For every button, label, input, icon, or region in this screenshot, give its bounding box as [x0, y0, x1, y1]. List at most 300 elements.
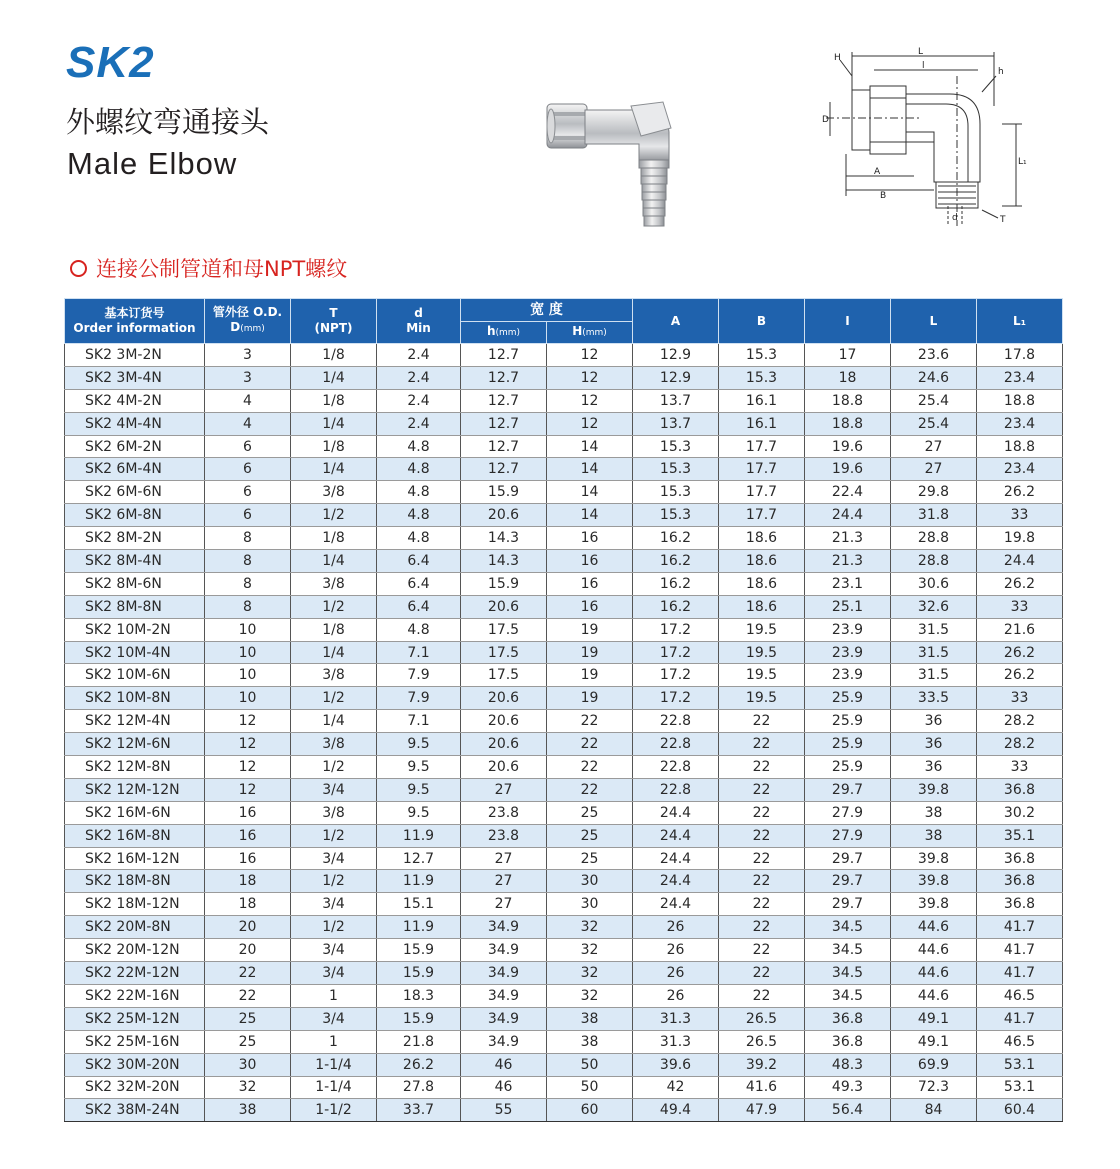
table-row: [65, 687, 1063, 710]
order-code-cell: SK2 6M-4N: [65, 458, 205, 481]
table-cell: 26: [633, 939, 719, 962]
table-cell: 46: [461, 1053, 547, 1076]
order-code-cell: SK2 3M-4N: [65, 366, 205, 389]
table-cell: 8: [205, 572, 291, 595]
table-cell: 39.2: [719, 1053, 805, 1076]
table-cell: 22: [719, 870, 805, 893]
table-cell: 12.7: [377, 847, 461, 870]
table-cell: 34.9: [461, 939, 547, 962]
table-cell: 6: [205, 435, 291, 458]
table-cell: 60: [547, 1099, 633, 1122]
table-cell: 1-1/4: [291, 1053, 377, 1076]
table-cell: 20.6: [461, 687, 547, 710]
table-cell: 22: [205, 962, 291, 985]
table-cell: 3/8: [291, 801, 377, 824]
table-cell: 23.4: [977, 458, 1063, 481]
table-cell: 4.8: [377, 618, 461, 641]
table-cell: 32.6: [891, 595, 977, 618]
table-cell: 27: [461, 893, 547, 916]
table-cell: 1/2: [291, 916, 377, 939]
table-cell: 33.5: [891, 687, 977, 710]
table-cell: 18.6: [719, 550, 805, 573]
table-cell: 12: [547, 366, 633, 389]
table-cell: 24.4: [633, 870, 719, 893]
order-code-cell: SK2 10M-4N: [65, 641, 205, 664]
header-width-group: 宽 度: [461, 299, 633, 322]
drawing-label-d: d: [952, 213, 958, 223]
table-cell: 1/4: [291, 366, 377, 389]
table-cell: 2.4: [377, 366, 461, 389]
table-cell: 6: [205, 481, 291, 504]
drawing-label-h: h: [998, 67, 1004, 77]
table-cell: 23.9: [805, 618, 891, 641]
table-cell: 18.6: [719, 595, 805, 618]
table-cell: 20.6: [461, 595, 547, 618]
table-cell: 23.9: [805, 641, 891, 664]
header-od: [205, 299, 291, 344]
table-cell: 30.6: [891, 572, 977, 595]
table-cell: 26.2: [977, 641, 1063, 664]
table-cell: 26: [633, 916, 719, 939]
table-cell: 8: [205, 550, 291, 573]
table-cell: 38: [891, 801, 977, 824]
header-order-information: [65, 299, 205, 344]
table-cell: 4.8: [377, 435, 461, 458]
order-code-cell: SK2 32M-20N: [65, 1076, 205, 1099]
table-cell: 22: [547, 756, 633, 779]
table-cell: 38: [547, 1030, 633, 1053]
header-H-main: H: [572, 324, 583, 338]
table-cell: 6.4: [377, 595, 461, 618]
table-cell: 15.9: [461, 481, 547, 504]
table-cell: 31.3: [633, 1007, 719, 1030]
table-cell: 26.5: [719, 1030, 805, 1053]
table-cell: 49.1: [891, 1007, 977, 1030]
table-cell: 26: [633, 962, 719, 985]
drawing-label-l: l: [922, 61, 925, 71]
table-cell: 36.8: [977, 847, 1063, 870]
table-cell: 31.3: [633, 1030, 719, 1053]
table-cell: 25: [547, 824, 633, 847]
table-cell: 14: [547, 504, 633, 527]
circle-bullet-icon: [70, 260, 87, 277]
table-cell: 15.1: [377, 893, 461, 916]
table-cell: 12.9: [633, 366, 719, 389]
table-cell: 16.2: [633, 550, 719, 573]
table-cell: 22.8: [633, 778, 719, 801]
specification-table-body: [65, 344, 1063, 1122]
table-cell: 23.9: [805, 664, 891, 687]
product-name-english: Male Elbow: [67, 146, 238, 181]
table-cell: 12: [205, 756, 291, 779]
table-cell: 53.1: [977, 1053, 1063, 1076]
table-cell: 19: [547, 641, 633, 664]
table-cell: 4: [205, 412, 291, 435]
table-cell: 1: [291, 984, 377, 1007]
table-cell: 25.9: [805, 710, 891, 733]
table-cell: 1/4: [291, 710, 377, 733]
table-cell: 34.9: [461, 1030, 547, 1053]
table-cell: 18: [205, 893, 291, 916]
table-cell: 49.4: [633, 1099, 719, 1122]
table-cell: 24.6: [891, 366, 977, 389]
drawing-label-B: B: [880, 191, 887, 201]
table-cell: 4.8: [377, 458, 461, 481]
table-row: [65, 366, 1063, 389]
header-od-unit-sub: (mm): [240, 324, 265, 334]
table-cell: 22: [719, 710, 805, 733]
order-code-cell: SK2 30M-20N: [65, 1053, 205, 1076]
table-cell: 20.6: [461, 756, 547, 779]
table-cell: 34.5: [805, 916, 891, 939]
table-cell: 22: [719, 824, 805, 847]
table-row: [65, 572, 1063, 595]
table-cell: 24.4: [633, 847, 719, 870]
table-cell: 16: [547, 527, 633, 550]
table-cell: 21.3: [805, 550, 891, 573]
table-cell: 22.8: [633, 710, 719, 733]
table-cell: 84: [891, 1099, 977, 1122]
table-cell: 4: [205, 389, 291, 412]
table-cell: 35.1: [977, 824, 1063, 847]
table-cell: 7.1: [377, 710, 461, 733]
table-cell: 1/8: [291, 618, 377, 641]
table-row: [65, 1007, 1063, 1030]
male-elbow-fitting-image: [545, 92, 695, 232]
table-cell: 26.2: [977, 481, 1063, 504]
table-cell: 1/2: [291, 824, 377, 847]
table-cell: 3/4: [291, 847, 377, 870]
table-row: [65, 1099, 1063, 1122]
table-cell: 3: [205, 366, 291, 389]
header-d-top: d: [414, 306, 423, 320]
table-cell: 22: [719, 939, 805, 962]
table-cell: 23.6: [891, 344, 977, 367]
table-cell: 1/4: [291, 550, 377, 573]
table-cell: 6: [205, 458, 291, 481]
table-cell: 36.8: [805, 1007, 891, 1030]
order-code-cell: SK2 6M-8N: [65, 504, 205, 527]
table-cell: 15.9: [377, 962, 461, 985]
table-cell: 22: [547, 710, 633, 733]
order-code-cell: SK2 6M-6N: [65, 481, 205, 504]
table-cell: 16.2: [633, 572, 719, 595]
table-cell: 22: [719, 801, 805, 824]
table-cell: 55: [461, 1099, 547, 1122]
table-cell: 25: [205, 1030, 291, 1053]
table-cell: 25.4: [891, 412, 977, 435]
table-cell: 31.5: [891, 641, 977, 664]
table-cell: 12: [547, 344, 633, 367]
table-row: [65, 733, 1063, 756]
table-cell: 22: [719, 984, 805, 1007]
header-d: [377, 299, 461, 344]
table-row: [65, 458, 1063, 481]
table-cell: 18.6: [719, 572, 805, 595]
table-row: [65, 870, 1063, 893]
table-cell: 7.1: [377, 641, 461, 664]
table-row: [65, 664, 1063, 687]
table-cell: 39.6: [633, 1053, 719, 1076]
table-cell: 17: [805, 344, 891, 367]
table-cell: 16.1: [719, 412, 805, 435]
table-cell: 19.6: [805, 435, 891, 458]
table-cell: 20.6: [461, 504, 547, 527]
table-cell: 22.8: [633, 733, 719, 756]
table-cell: 3/8: [291, 481, 377, 504]
table-cell: 12: [547, 412, 633, 435]
table-cell: 1-1/4: [291, 1076, 377, 1099]
table-cell: 34.9: [461, 962, 547, 985]
table-cell: 21.8: [377, 1030, 461, 1053]
table-cell: 13.7: [633, 389, 719, 412]
table-cell: 22: [719, 733, 805, 756]
table-cell: 20.6: [461, 733, 547, 756]
table-cell: 22: [719, 847, 805, 870]
table-row: [65, 550, 1063, 573]
header-d-bottom: Min: [406, 321, 431, 335]
order-code-cell: SK2 25M-16N: [65, 1030, 205, 1053]
header-H: [547, 322, 633, 344]
table-cell: 29.7: [805, 778, 891, 801]
table-cell: 7.9: [377, 664, 461, 687]
table-cell: 8: [205, 527, 291, 550]
table-cell: 15.3: [633, 435, 719, 458]
table-cell: 34.5: [805, 962, 891, 985]
section-heading-text: 连接公制管道和母NPT螺纹: [96, 257, 348, 281]
table-cell: 8: [205, 595, 291, 618]
table-cell: 17.2: [633, 664, 719, 687]
table-cell: 1/4: [291, 458, 377, 481]
table-cell: 17.8: [977, 344, 1063, 367]
order-code-cell: SK2 8M-8N: [65, 595, 205, 618]
table-cell: 16: [205, 847, 291, 870]
table-cell: 11.9: [377, 916, 461, 939]
table-cell: 20: [205, 939, 291, 962]
table-cell: 26: [633, 984, 719, 1007]
order-code-cell: SK2 12M-6N: [65, 733, 205, 756]
table-cell: 15.3: [633, 458, 719, 481]
table-row: [65, 412, 1063, 435]
table-cell: 12: [205, 778, 291, 801]
header-t-bottom: (NPT): [314, 321, 353, 335]
table-cell: 4.8: [377, 504, 461, 527]
dimension-drawing: [822, 46, 1030, 228]
table-cell: 25.4: [891, 389, 977, 412]
table-cell: 23.8: [461, 801, 547, 824]
table-cell: 22: [547, 733, 633, 756]
table-cell: 16.2: [633, 595, 719, 618]
table-cell: 41.7: [977, 916, 1063, 939]
table-cell: 48.3: [805, 1053, 891, 1076]
table-cell: 17.5: [461, 618, 547, 641]
table-cell: 34.9: [461, 1007, 547, 1030]
header-H-sub: (mm): [582, 328, 607, 338]
table-cell: 19.6: [805, 458, 891, 481]
table-cell: 18.6: [719, 527, 805, 550]
table-cell: 46: [461, 1076, 547, 1099]
table-cell: 23.8: [461, 824, 547, 847]
table-row: [65, 641, 1063, 664]
table-cell: 39.8: [891, 893, 977, 916]
specification-table: [64, 298, 1063, 1122]
table-cell: 14.3: [461, 550, 547, 573]
table-row: [65, 824, 1063, 847]
table-cell: 13.7: [633, 412, 719, 435]
table-cell: 15.3: [719, 344, 805, 367]
table-cell: 19.5: [719, 641, 805, 664]
table-cell: 12.7: [461, 366, 547, 389]
table-cell: 30.2: [977, 801, 1063, 824]
table-row: [65, 504, 1063, 527]
table-row: [65, 527, 1063, 550]
table-cell: 1/4: [291, 641, 377, 664]
table-cell: 19.5: [719, 664, 805, 687]
table-cell: 6.4: [377, 550, 461, 573]
table-cell: 44.6: [891, 962, 977, 985]
table-cell: 15.9: [461, 572, 547, 595]
table-cell: 46.5: [977, 984, 1063, 1007]
table-cell: 28.2: [977, 733, 1063, 756]
order-code-cell: SK2 3M-2N: [65, 344, 205, 367]
table-cell: 9.5: [377, 733, 461, 756]
table-cell: 10: [205, 618, 291, 641]
table-cell: 25.1: [805, 595, 891, 618]
table-cell: 10: [205, 687, 291, 710]
table-cell: 33.7: [377, 1099, 461, 1122]
order-code-cell: SK2 18M-8N: [65, 870, 205, 893]
table-row: [65, 939, 1063, 962]
table-cell: 25: [547, 847, 633, 870]
table-cell: 19.5: [719, 687, 805, 710]
table-cell: 38: [547, 1007, 633, 1030]
table-cell: 16: [547, 572, 633, 595]
header-od-unit: D: [230, 320, 241, 334]
table-cell: 36.8: [977, 778, 1063, 801]
table-cell: 20: [205, 916, 291, 939]
order-code-cell: SK2 22M-16N: [65, 984, 205, 1007]
table-cell: 10: [205, 641, 291, 664]
table-cell: 17.7: [719, 435, 805, 458]
table-cell: 27.9: [805, 824, 891, 847]
table-cell: 12.7: [461, 412, 547, 435]
table-cell: 22: [205, 984, 291, 1007]
table-cell: 16: [547, 550, 633, 573]
table-row: [65, 756, 1063, 779]
order-code-cell: SK2 16M-8N: [65, 824, 205, 847]
table-cell: 30: [547, 893, 633, 916]
table-cell: 42: [633, 1076, 719, 1099]
table-cell: 38: [205, 1099, 291, 1122]
table-row: [65, 984, 1063, 1007]
table-cell: 19.5: [719, 618, 805, 641]
table-cell: 26.2: [977, 664, 1063, 687]
order-code-cell: SK2 16M-6N: [65, 801, 205, 824]
table-cell: 34.5: [805, 939, 891, 962]
table-cell: 41.6: [719, 1076, 805, 1099]
table-cell: 29.7: [805, 870, 891, 893]
table-cell: 19: [547, 618, 633, 641]
table-cell: 4.8: [377, 481, 461, 504]
table-cell: 22: [719, 916, 805, 939]
order-code-cell: SK2 25M-12N: [65, 1007, 205, 1030]
table-cell: 36: [891, 710, 977, 733]
table-cell: 6: [205, 504, 291, 527]
table-cell: 25.9: [805, 733, 891, 756]
table-cell: 29.8: [891, 481, 977, 504]
drawing-label-T: T: [1000, 215, 1006, 225]
table-cell: 18.8: [977, 389, 1063, 412]
table-cell: 7.9: [377, 687, 461, 710]
table-cell: 22.4: [805, 481, 891, 504]
table-row: [65, 1076, 1063, 1099]
table-cell: 19: [547, 664, 633, 687]
table-cell: 72.3: [891, 1076, 977, 1099]
table-cell: 28.8: [891, 550, 977, 573]
table-cell: 19: [547, 687, 633, 710]
table-cell: 27: [891, 458, 977, 481]
product-code-title: SK2: [66, 38, 155, 87]
table-cell: 24.4: [633, 893, 719, 916]
table-cell: 32: [547, 916, 633, 939]
table-cell: 25: [205, 1007, 291, 1030]
product-name-chinese: 外螺纹弯通接头: [66, 105, 270, 139]
table-row: [65, 893, 1063, 916]
drawing-label-L1: L₁: [1018, 157, 1027, 167]
drawing-label-A: A: [874, 167, 881, 177]
header-A: A: [633, 299, 719, 344]
table-cell: 36.8: [977, 870, 1063, 893]
table-cell: 1/2: [291, 504, 377, 527]
table-cell: 36: [891, 756, 977, 779]
table-cell: 2.4: [377, 389, 461, 412]
table-cell: 24.4: [977, 550, 1063, 573]
table-cell: 16: [547, 595, 633, 618]
section-heading: [70, 253, 347, 283]
table-cell: 3/4: [291, 939, 377, 962]
table-cell: 14: [547, 458, 633, 481]
table-cell: 18.8: [805, 389, 891, 412]
table-row: [65, 595, 1063, 618]
table-cell: 22: [547, 778, 633, 801]
table-cell: 11.9: [377, 824, 461, 847]
table-cell: 12.7: [461, 389, 547, 412]
order-code-cell: SK2 8M-4N: [65, 550, 205, 573]
table-cell: 49.1: [891, 1030, 977, 1053]
table-cell: 16: [205, 824, 291, 847]
table-cell: 15.3: [719, 366, 805, 389]
table-cell: 12.9: [633, 344, 719, 367]
table-cell: 1: [291, 1030, 377, 1053]
table-cell: 9.5: [377, 778, 461, 801]
table-cell: 3/4: [291, 778, 377, 801]
table-cell: 25: [547, 801, 633, 824]
table-cell: 33: [977, 504, 1063, 527]
table-row: [65, 1053, 1063, 1076]
order-code-cell: SK2 12M-12N: [65, 778, 205, 801]
table-cell: 17.2: [633, 641, 719, 664]
table-cell: 44.6: [891, 939, 977, 962]
table-cell: 9.5: [377, 756, 461, 779]
header-h-main: h: [486, 324, 496, 338]
table-cell: 53.1: [977, 1076, 1063, 1099]
table-cell: 31.8: [891, 504, 977, 527]
table-cell: 50: [547, 1053, 633, 1076]
table-cell: 21.6: [977, 618, 1063, 641]
table-cell: 3/8: [291, 664, 377, 687]
order-code-cell: SK2 8M-6N: [65, 572, 205, 595]
table-cell: 1/8: [291, 527, 377, 550]
